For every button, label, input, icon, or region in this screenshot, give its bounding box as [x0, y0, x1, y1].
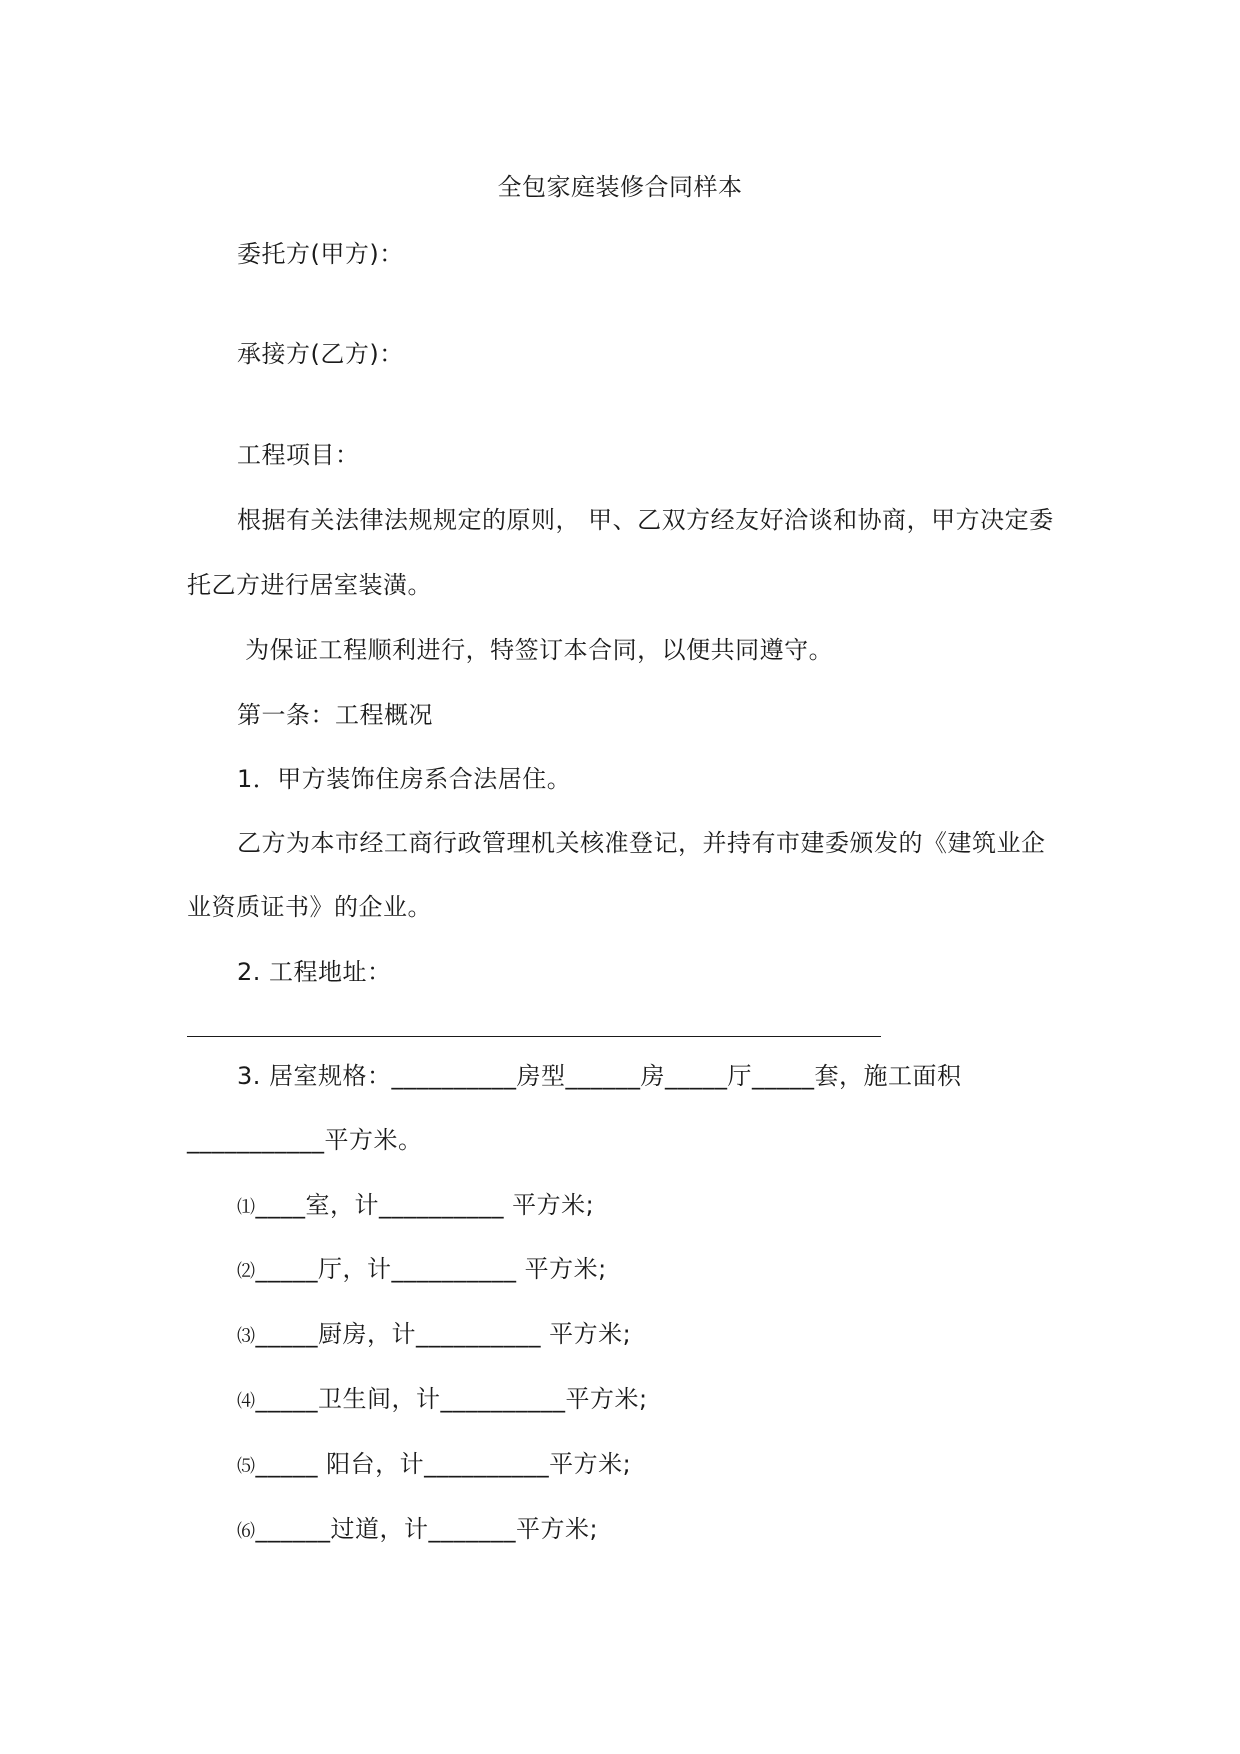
- item-2-address-label: 2. 工程地址：: [237, 958, 392, 986]
- item-3-line-2: ___________平方米。: [187, 1126, 423, 1154]
- document-title: 全包家庭装修合同样本: [497, 173, 743, 201]
- room-item-number: ⑵: [237, 1261, 256, 1282]
- room-item-text: ______过道，计_______平方米;: [255, 1515, 599, 1543]
- room-item-number: ⑷: [237, 1391, 256, 1412]
- paragraph-2: 为保证工程顺利进行，特签订本合同，以便共同遵守。: [237, 636, 834, 664]
- party-a-label: 委托方(甲方)：: [237, 240, 404, 268]
- room-item-number: ⑹: [237, 1521, 256, 1542]
- room-item-number: ⑸: [237, 1456, 256, 1477]
- room-item: [237, 1513, 598, 1548]
- paragraph-3-line-2: 业资质证书》的企业。: [187, 893, 432, 921]
- item-3-line-1: 3. 居室规格：__________房型______房_____厅_____套，施工面积: [237, 1062, 962, 1090]
- room-item-text: _____卫生间，计__________平方米;: [255, 1385, 648, 1413]
- room-item: [237, 1383, 648, 1418]
- room-item: [237, 1448, 631, 1483]
- paragraph-1-line-2: 托乙方进行居室装潢。: [187, 571, 432, 599]
- paragraph-3-line-1: 乙方为本市经工商行政管理机关核准登记，并持有市建委颁发的《建筑业企: [237, 829, 1046, 857]
- party-b-label: 承接方(乙方)：: [237, 340, 404, 368]
- room-item-number: ⑶: [237, 1326, 256, 1347]
- room-item-text: ____室，计__________ 平方米;: [255, 1191, 595, 1219]
- article-1-heading: 第一条：工程概况: [237, 701, 433, 729]
- room-item: [237, 1253, 607, 1288]
- room-item-text: _____厅，计__________ 平方米;: [255, 1255, 607, 1283]
- project-label: 工程项目：: [237, 441, 360, 469]
- room-item-text: _____ 阳台，计__________平方米;: [255, 1450, 632, 1478]
- room-item-number: ⑴: [237, 1197, 256, 1218]
- room-item: [237, 1189, 594, 1224]
- address-blank-line: [187, 1036, 881, 1037]
- room-item: [237, 1318, 631, 1353]
- paragraph-1-line-1: 根据有关法律法规规定的原则， 甲、乙双方经友好洽谈和协商，甲方决定委: [237, 506, 1054, 534]
- item-1: 1．甲方装饰住房系合法居住。: [237, 765, 572, 793]
- room-item-text: _____厨房，计__________ 平方米;: [255, 1320, 632, 1348]
